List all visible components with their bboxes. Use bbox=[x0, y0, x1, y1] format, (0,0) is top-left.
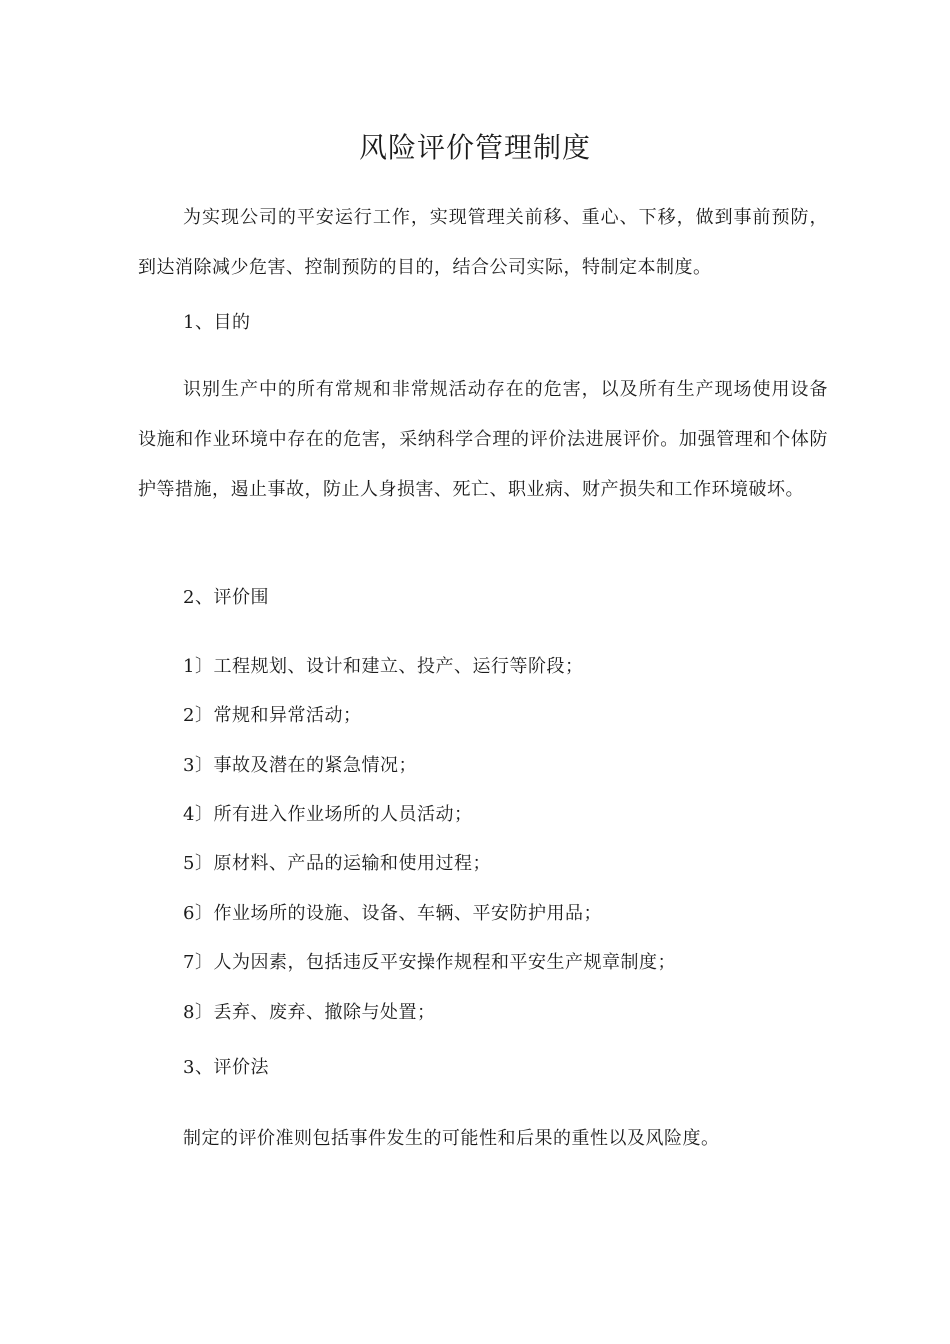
scope-item-3: 3〕事故及潜在的紧急情况； bbox=[183, 755, 417, 776]
scope-item-6: 6〕作业场所的设施、设备、车辆、平安防护用品； bbox=[183, 903, 602, 924]
scope-item-4: 4〕所有进入作业场所的人员活动； bbox=[183, 804, 473, 825]
section1-body: 识别生产中的所有常规和非常规活动存在的危害，以及所有生产现场使用设备设施和作业环境中存在的危害，采纳科学合理的评价法进展评价。加强管理和个体防护等措施，遏止事故，防止人身损害、死亡、职业病、财产损失和工作环境破坏。 bbox=[138, 379, 828, 500]
scope-item-5: 5〕原材料、产品的运输和使用过程； bbox=[183, 853, 491, 874]
section3-heading: 3、评价法 bbox=[183, 1057, 269, 1078]
section3-body: 制定的评价准则包括事件发生的可能性和后果的重性以及风险度。 bbox=[183, 1128, 720, 1149]
scope-item-2: 2〕常规和异常活动； bbox=[183, 705, 362, 726]
section1-heading: 1、目的 bbox=[183, 312, 251, 333]
intro-paragraph: 为实现公司的平安运行工作，实现管理关前移、重心、下移，做到事前预防，到达消除减少危害、控制预防的目的，结合公司实际，特制定本制度。 bbox=[138, 207, 828, 278]
scope-item-1: 1〕工程规划、设计和建立、投产、运行等阶段； bbox=[183, 656, 584, 677]
scope-item-7: 7〕人为因素，包括违反平安操作规程和平安生产规章制度； bbox=[183, 952, 676, 973]
scope-item-8: 8〕丢弃、废弃、撤除与处置； bbox=[183, 1002, 436, 1023]
document-title: 风险评价管理制度 bbox=[358, 131, 591, 164]
section2-heading: 2、评价围 bbox=[183, 587, 269, 608]
